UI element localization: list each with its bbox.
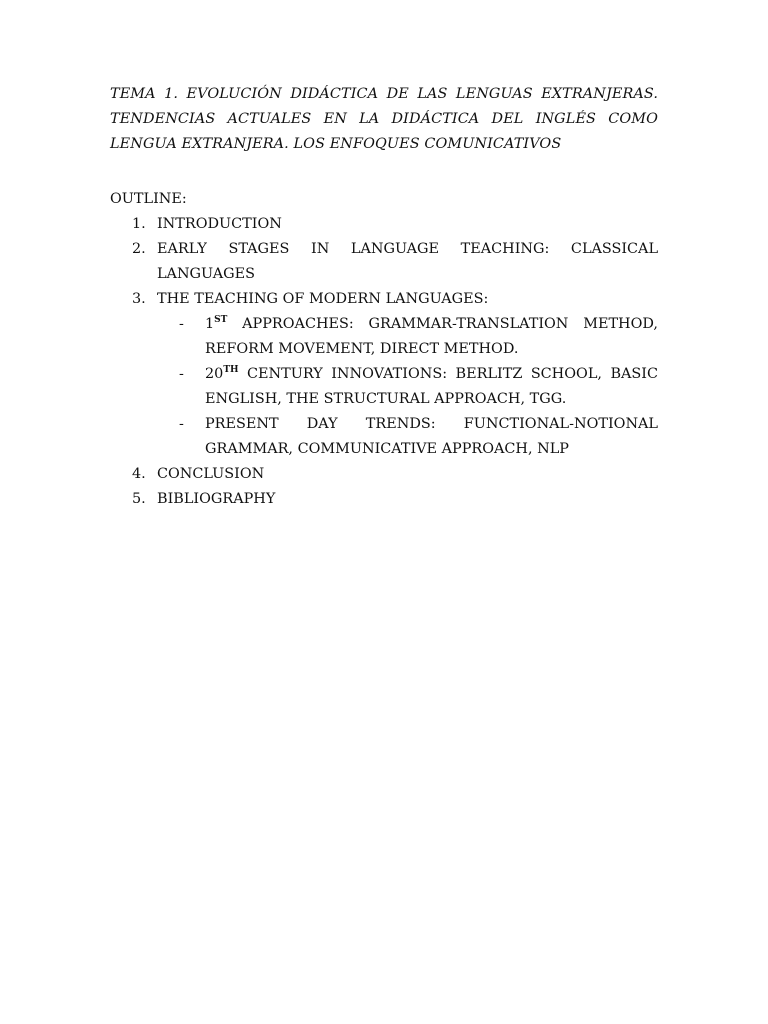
outline-item-text: EARLY STAGES IN LANGUAGE TEACHING: CLASSICAL LANGUAGES [157, 241, 658, 282]
outline-item-number: 3. [132, 291, 146, 307]
outline-item-conclusion [110, 462, 658, 487]
bullet-dash: - [179, 316, 184, 332]
outline-subitem-present-day [110, 412, 658, 462]
outline-subitem-text [205, 362, 658, 412]
outline-item-text: THE TEACHING OF MODERN LANGUAGES: [157, 291, 489, 307]
outline-item-number: 2. [132, 241, 146, 257]
outline-subitem-first-approaches [110, 312, 658, 362]
bullet-dash: - [179, 366, 184, 382]
document-page [110, 82, 658, 512]
outline-item-number: 4. [132, 466, 146, 482]
ordinal-suffix: TH [223, 365, 239, 375]
subitem-body-text: PRESENT DAY TRENDS: FUNCTIONAL-NOTIONAL GRAMMAR, COMMUNICATIVE APPROACH, NLP [205, 416, 658, 457]
outline-item-modern-languages [110, 287, 658, 462]
outline-item-text: CONCLUSION [157, 466, 265, 482]
outline-item-introduction [110, 212, 658, 237]
outline-item-number: 1. [132, 216, 146, 232]
outline-item-text: BIBLIOGRAPHY [157, 491, 276, 507]
ordinal-suffix: ST [214, 315, 228, 325]
ordinal-number: 20 [205, 366, 224, 382]
subitem-body-text: CENTURY INNOVATIONS: BERLITZ SCHOOL, BASIC ENGLISH, THE STRUCTURAL APPROACH, TGG. [205, 366, 658, 407]
document-title: TEMA 1. EVOLUCIÓN DIDÁCTICA DE LAS LENGUAS EXTRANJERAS. TENDENCIAS ACTUALES EN LA DIDÁCTICA DEL INGLÉS COMO LENGUA EXTRANJERA. LOS ENFOQUES COMUNICATIVOS [110, 86, 658, 152]
outline-item-text: INTRODUCTION [157, 216, 282, 232]
outline-subitem-20th-century [110, 362, 658, 412]
outline-item-early-stages [110, 237, 658, 287]
outline-item-bibliography [110, 487, 658, 512]
outline-subitem-text [205, 312, 658, 362]
outline-sublist [157, 312, 658, 462]
subitem-body-text: APPROACHES: GRAMMAR-TRANSLATION METHOD, REFORM MOVEMENT, DIRECT METHOD. [205, 316, 658, 357]
outline-list [110, 212, 658, 512]
outline-heading: OUTLINE: [110, 191, 187, 207]
ordinal-number: 1 [205, 316, 215, 332]
bullet-dash: - [179, 416, 184, 432]
outline-subitem-text [205, 412, 658, 462]
outline-item-number: 5. [132, 491, 146, 507]
